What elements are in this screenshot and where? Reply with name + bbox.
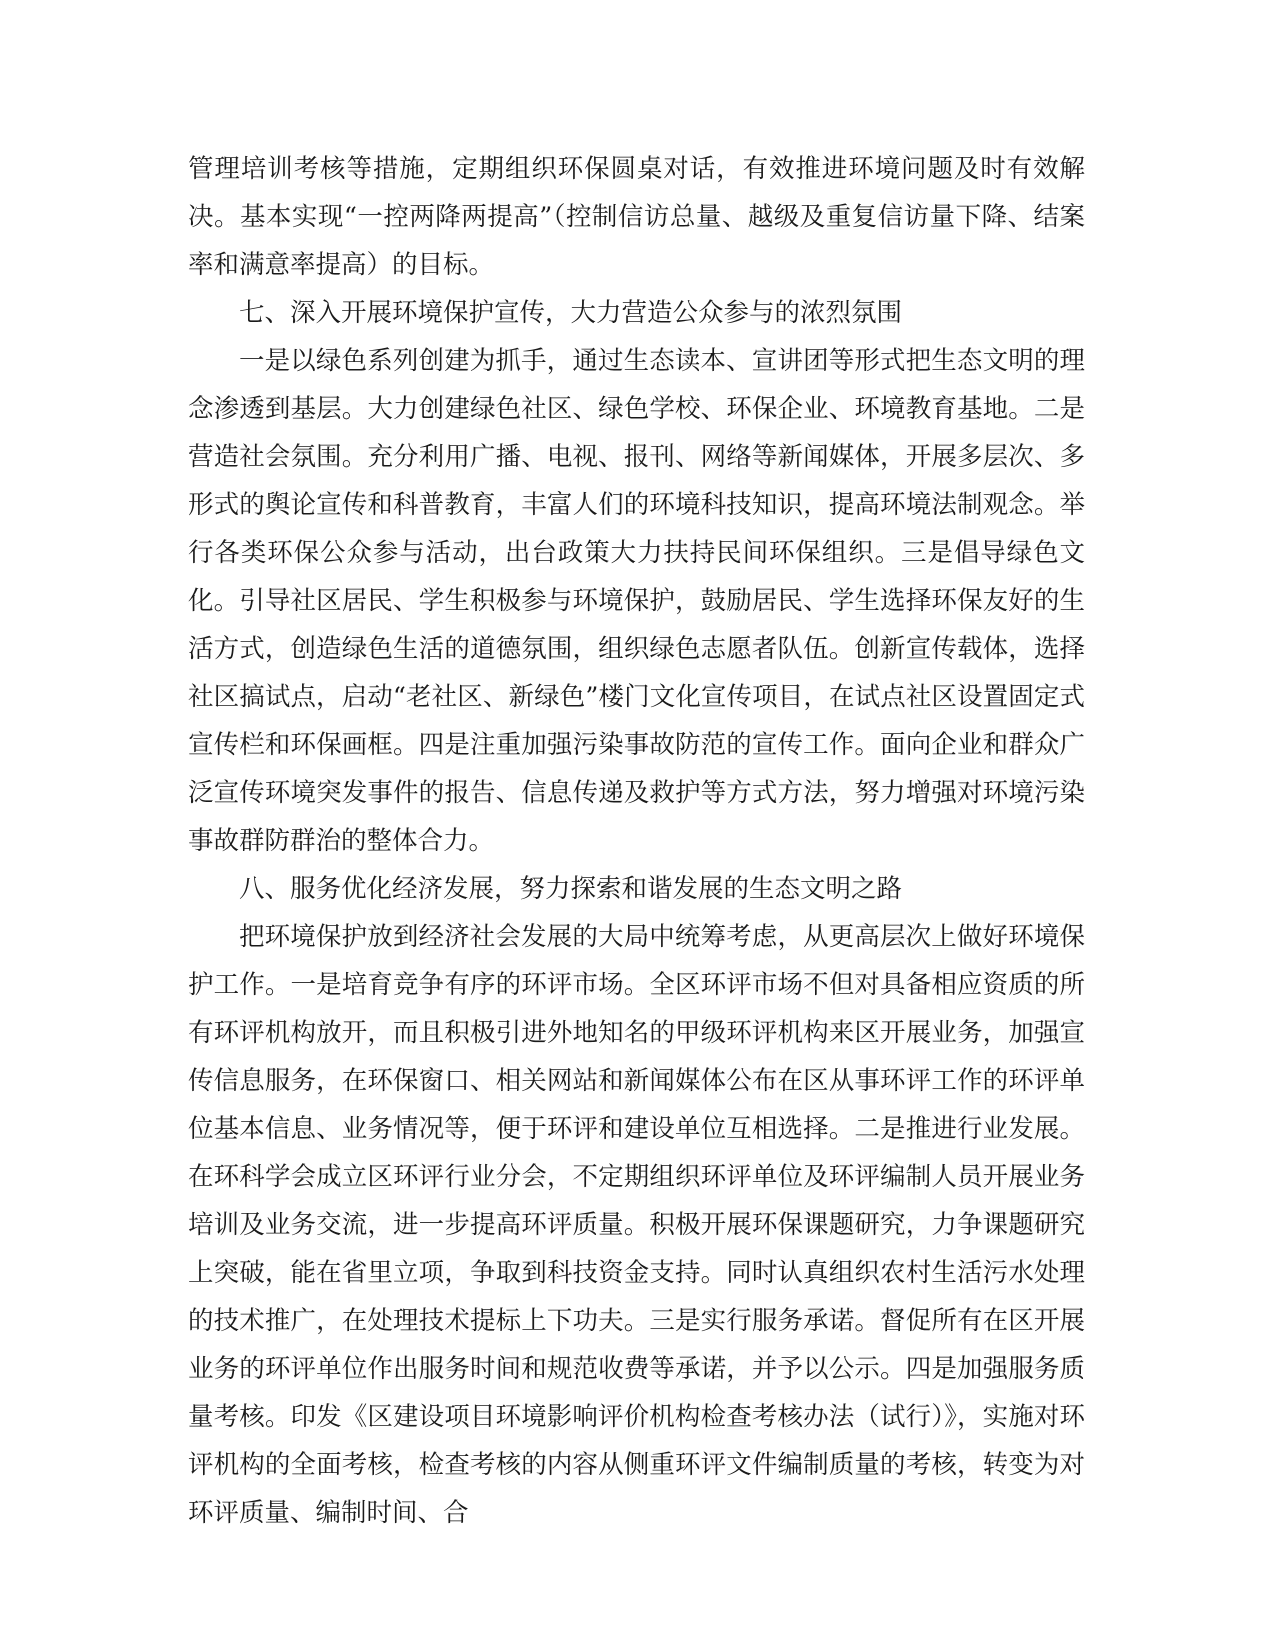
paragraph-continuation: 管理培训考核等措施，定期组织环保圆桌对话，有效推进环境问题及时有效解决。基本实现“一控两降两提高”（控制信访总量、越级及重复信访量下降、结案率和满意率提高）的目标。 [188, 154, 1085, 280]
paragraph-economic-service: 把环境保护放到经济社会发展的大局中统筹考虑，从更高层次上做好环境保护工作。一是培育竞争有序的环评市场。全区环评市场不但对具备相应资质的所有环评机构放开，而且积极引进外地知名的甲级环评机构来区开展业务，加强宣传信息服务，在环保窗口、相关网站和新闻媒体公布在区从事环评工作的环评单位基本信息、业务情况等，便于环评和建设单位互相选择。二是推进行业发展。在环科学会成立区环评行业分会，不定期组织环评单位及环评编制人员开展业务培训及业务交流，进一步提高环评质量。积极开展环保课题研究，力争课题研究上突破，能在省里立项，争取到科技资金支持。同时认真组织农村生活污水处理的技术推广，在处理技术提标上下功夫。三是实行服务承诺。督促所有在区开展业务的环评单位作出服务时间和规范收费等承诺，并予以公示。四是加强服务质量考核。印发《区建设项目环境影响评价机构检查考核办法（试行）》，实施对环评机构的全面考核，检查考核的内容从侧重环评文件编制质量的考核，转变为对环评质量、编制时间、合 [188, 922, 1085, 1528]
paragraph-publicity: 一是以绿色系列创建为抓手，通过生态读本、宣讲团等形式把生态文明的理念渗透到基层。大力创建绿色社区、绿色学校、环保企业、环境教育基地。二是营造社会氛围。充分利用广播、电视、报刊、网络等新闻媒体，开展多层次、多形式的舆论宣传和科普教育，丰富人们的环境科技知识，提高环境法制观念。举行各类环保公众参与活动，出台政策大力扶持民间环保组织。三是倡导绿色文化。引导社区居民、学生积极参与环境保护，鼓励居民、学生选择环保友好的生活方式，创造绿色生活的道德氛围，组织绿色志愿者队伍。创新宣传载体，选择社区搞试点，启动“老社区、新绿色”楼门文化宣传项目，在试点社区设置固定式宣传栏和环保画框。四是注重加强污染事故防范的宣传工作。面向企业和群众广泛宣传环境突发事件的报告、信息传递及救护等方式方法，努力增强对环境污染事故群防群治的整体合力。 [188, 346, 1085, 856]
section-heading-eight: 八、服务优化经济发展，努力探索和谐发展的生态文明之路 [239, 874, 903, 904]
section-heading-seven: 七、深入开展环境保护宣传，大力营造公众参与的浓烈氛围 [239, 298, 903, 328]
document-body [188, 145, 1085, 1537]
